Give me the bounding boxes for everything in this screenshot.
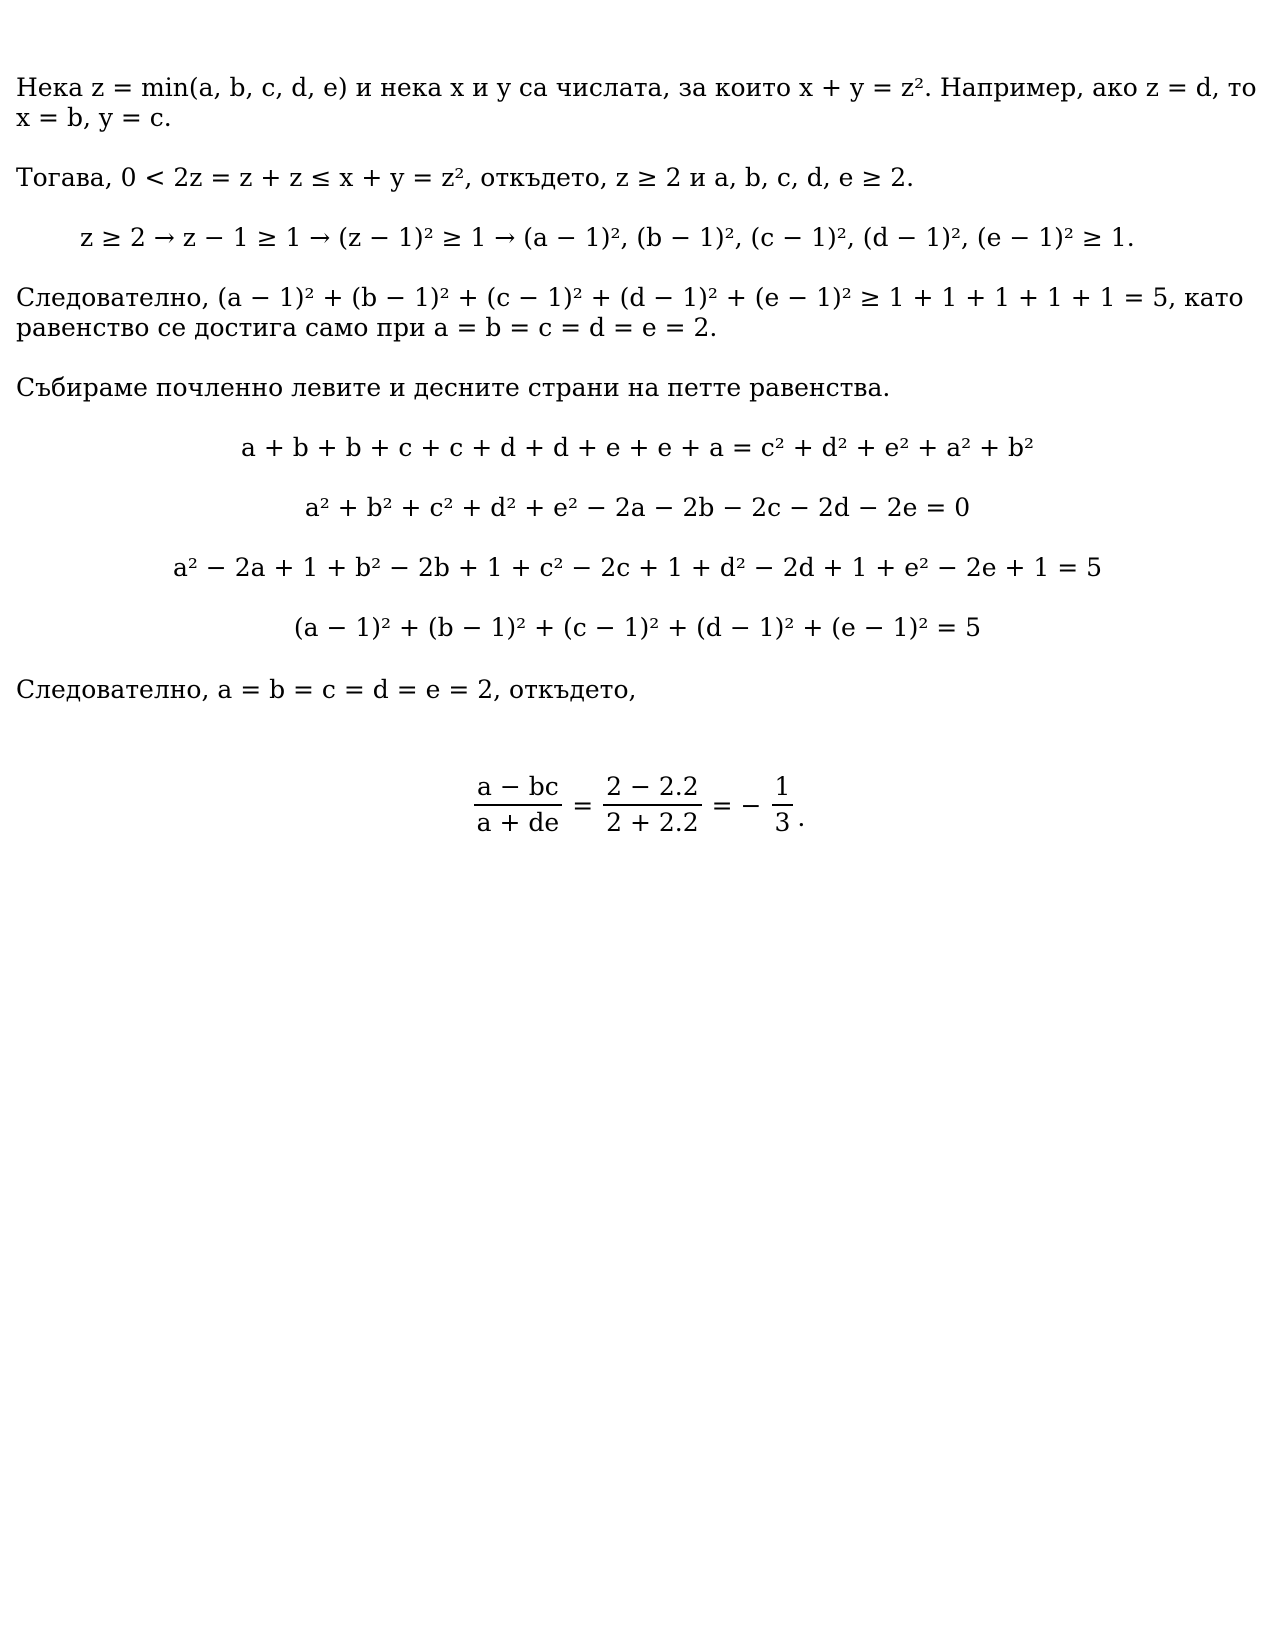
paragraph-line-8: Следователно, a = b = c = d = e = 2, откъдето, bbox=[16, 675, 637, 704]
equation-3: a² − 2a + 1 + b² − 2b + 1 + c² − 2c + 1 + d² − 2d + 1 + e² − 2e + 1 = 5 bbox=[172, 553, 1103, 582]
fraction-1-bar bbox=[474, 804, 563, 806]
paragraph-line-1: Нека z = min(a, b, c, d, e) и нека x и y са числата, за които x + y = z². Например, ако z = d, то bbox=[16, 73, 1257, 102]
paragraph-line-3: Тогава, 0 < 2z = z + z ≤ x + y = z², откъдето, z ≥ 2 и a, b, c, d, e ≥ 2. bbox=[16, 163, 915, 192]
equation-2: a² + b² + c² + d² + e² − 2a − 2b − 2c − 2d − 2e = 0 bbox=[304, 493, 971, 522]
fraction-2-numerator: 2 − 2.2 bbox=[606, 772, 699, 801]
equals-sign-1: = bbox=[572, 790, 594, 820]
fraction-3 bbox=[772, 772, 794, 838]
fraction-2-bar bbox=[603, 804, 702, 806]
paragraph-line-7: Събираме почленно левите и десните страни на петте равенства. bbox=[16, 373, 891, 402]
fraction-1-denominator: a + de bbox=[476, 808, 560, 837]
implication-chain: z ≥ 2 → z − 1 ≥ 1 → (z − 1)² ≥ 1 → (a − 1)², (b − 1)², (c − 1)², (d − 1)², (e − 1)² ≥ 1. bbox=[80, 223, 1135, 252]
fraction-2 bbox=[603, 772, 702, 838]
fraction-3-denominator: 3 bbox=[774, 808, 791, 837]
final-period: . bbox=[797, 803, 806, 832]
paragraph-line-5: Следователно, (a − 1)² + (b − 1)² + (c − 1)² + (d − 1)² + (e − 1)² ≥ 1 + 1 + 1 + 1 + 1 = 5, като bbox=[16, 283, 1244, 312]
equation-1: a + b + b + c + c + d + d + e + e + a = c² + d² + e² + a² + b² bbox=[240, 433, 1034, 462]
paragraph-line-2: x = b, y = c. bbox=[16, 103, 172, 132]
fraction-1 bbox=[474, 772, 563, 838]
equation-4: (a − 1)² + (b − 1)² + (c − 1)² + (d − 1)² + (e − 1)² = 5 bbox=[293, 613, 982, 642]
fraction-1-numerator: a − bc bbox=[477, 772, 559, 801]
paragraph-line-6: равенство се достига само при a = b = c = d = e = 2. bbox=[16, 313, 718, 342]
fraction-3-bar bbox=[772, 804, 794, 806]
equals-minus-sign: = − bbox=[711, 790, 762, 820]
fraction-3-numerator: 1 bbox=[774, 772, 791, 801]
final-fraction-equation bbox=[0, 770, 1275, 840]
fraction-2-denominator: 2 + 2.2 bbox=[606, 808, 699, 837]
